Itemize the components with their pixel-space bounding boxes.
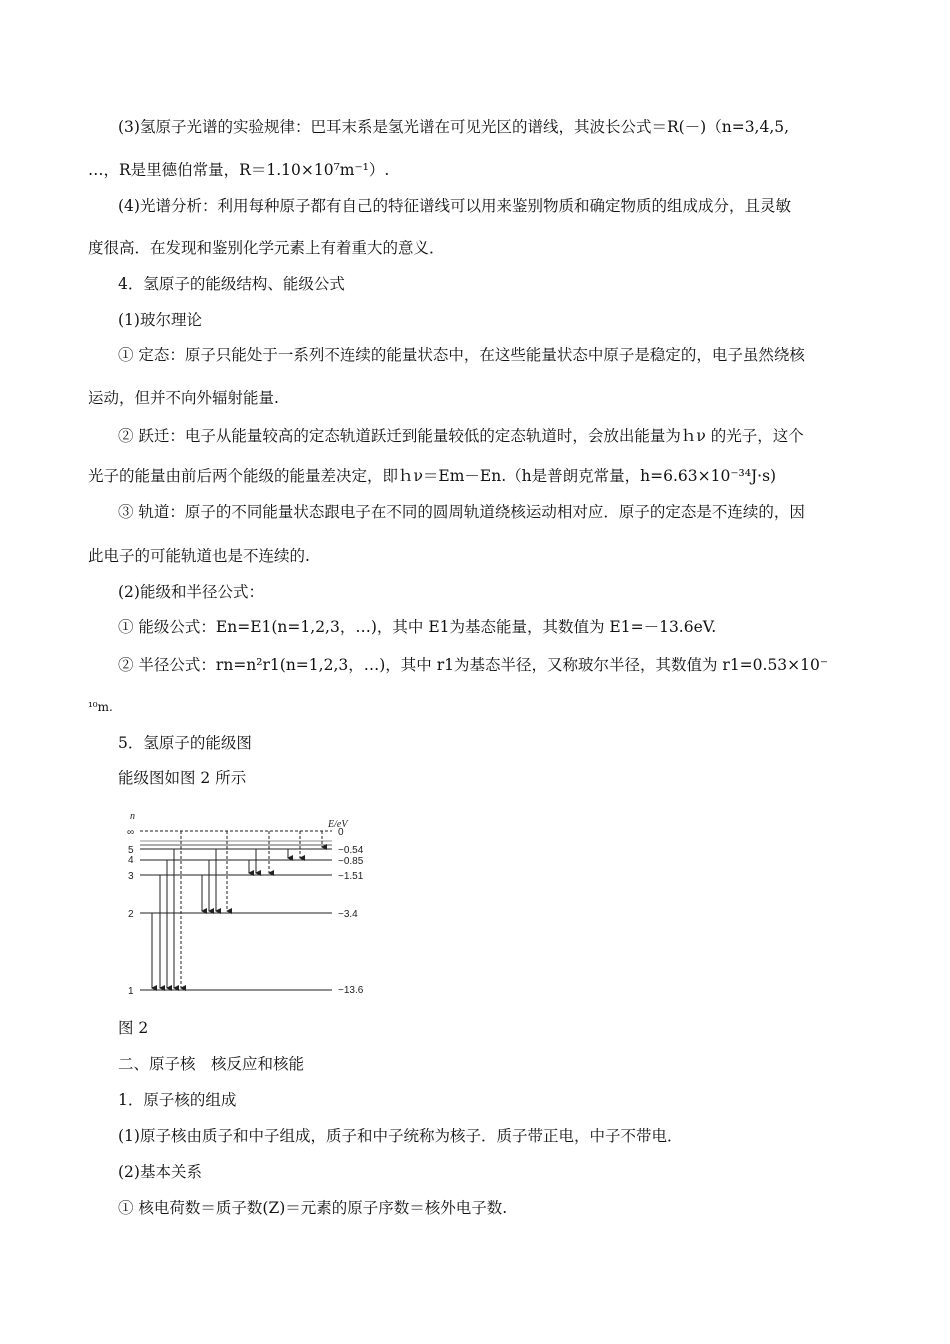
text-line: 度很高．在发现和鉴别化学元素上有着重大的意义． bbox=[88, 239, 445, 257]
level-n-label: 3 bbox=[128, 871, 134, 882]
transition-arrows bbox=[152, 831, 322, 988]
section-heading: 4．氢原子的能级结构、能级公式 bbox=[118, 275, 345, 293]
section-heading: 二、原子核 核反应和核能 bbox=[118, 1055, 305, 1073]
text-line: (1)原子核由质子和中子组成，质子和中子统称为核子．质子带正电，中子不带电． bbox=[118, 1127, 683, 1145]
energy-level-diagram bbox=[110, 805, 380, 1000]
text-line: ② 半径公式：rn=n²r1(n=1,2,3，…)，其中 r1为基态半径，又称玻尔半径，其数值为 r1=0.53×10⁻ bbox=[118, 656, 829, 674]
text-line: ① 定态：原子只能处于一系列不连续的能量状态中，在这些能量状态中原子是稳定的，电子虽然绕核 bbox=[118, 346, 805, 364]
subsection-heading: (1)玻尔理论 bbox=[118, 311, 202, 329]
text-line: (4)光谱分析：利用每种原子都有自己的特征谱线可以用来鉴别物质和确定物质的组成成分，且灵敏 bbox=[118, 197, 791, 215]
level-lines bbox=[140, 831, 332, 990]
level-energy-label: −0.85 bbox=[338, 856, 364, 867]
text-line: ① 核电荷数＝质子数(Z)＝元素的原子序数＝核外电子数. bbox=[118, 1199, 508, 1217]
text-line: (3)氢原子光谱的实验规律：巴耳末系是氢光谱在可见光区的谱线，其波长公式＝R(－)（n=3,4,5, bbox=[118, 118, 790, 136]
level-energy-label: −0.54 bbox=[338, 845, 364, 856]
level-labels-left bbox=[127, 827, 134, 997]
subsection-heading: (2)能级和半径公式： bbox=[118, 583, 264, 601]
level-energy-label: −3.4 bbox=[338, 909, 358, 920]
text-line: ¹⁰m. bbox=[88, 700, 113, 714]
text-line: 运动，但并不向外辐射能量. bbox=[88, 389, 279, 407]
level-n-label: 5 bbox=[128, 845, 134, 856]
section-heading: 1．原子核的组成 bbox=[118, 1091, 237, 1109]
level-n-label: 1 bbox=[128, 986, 134, 997]
level-energy-label: −13.6 bbox=[338, 985, 364, 996]
text-line: …，R是里德伯常量，R＝1.10×10⁷m⁻¹）. bbox=[88, 161, 390, 179]
n-axis-label: n bbox=[130, 811, 135, 822]
section-heading: 5．氢原子的能级图 bbox=[118, 734, 252, 752]
level-energy-label: −1.51 bbox=[338, 871, 364, 882]
text-line: ② 跃迁：电子从能量较高的定态轨道跃迁到能量较低的定态轨道时，会放出能量为ｈν 的光子，这个 bbox=[118, 427, 804, 445]
text-line: 光子的能量由前后两个能级的能量差决定，即ｈν＝Em－En.（h是普朗克常量，h=6.63×10⁻³⁴J·s) bbox=[88, 467, 777, 485]
text-line: 能级图如图 2 所示 bbox=[118, 769, 247, 787]
level-energy-label: 0 bbox=[338, 827, 344, 838]
e-axis-label: E/eV bbox=[328, 819, 348, 830]
level-energy-labels bbox=[338, 827, 364, 996]
level-n-label: 4 bbox=[128, 855, 134, 866]
text-line: 此电子的可能轨道也是不连续的. bbox=[88, 547, 310, 565]
text-line: ③ 轨道：原子的不同能量状态跟电子在不同的圆周轨道绕核运动相对应．原子的定态是不连续的，因 bbox=[118, 503, 805, 521]
subsection-heading: (2)基本关系 bbox=[118, 1163, 202, 1181]
figure-caption: 图 2 bbox=[118, 1019, 149, 1037]
level-n-label: ∞ bbox=[127, 827, 135, 838]
text-line: ① 能级公式：En=E1(n=1,2,3，…)，其中 E1为基态能量，其数值为 E1=－13.6eV. bbox=[118, 618, 717, 636]
level-n-label: 2 bbox=[128, 909, 134, 920]
